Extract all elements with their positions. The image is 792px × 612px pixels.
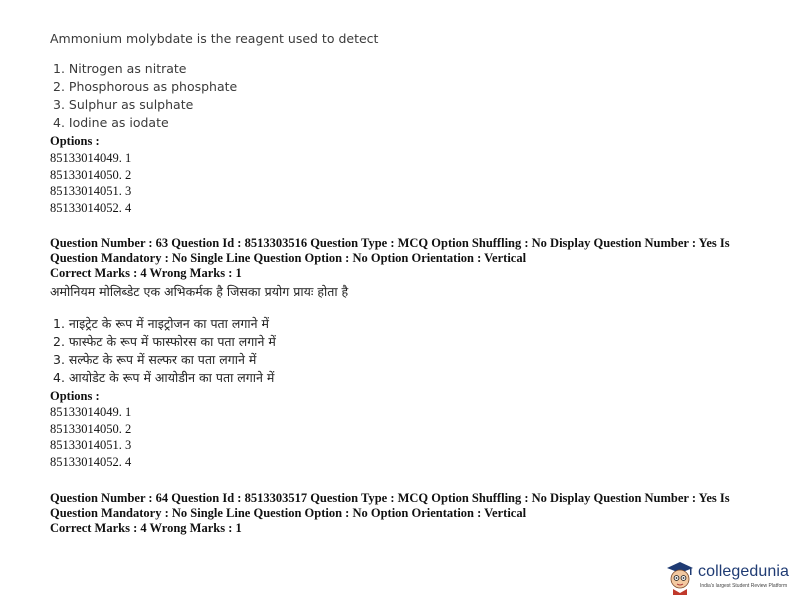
option-code: 85133014052. 4	[50, 455, 132, 469]
question-marks: Correct Marks : 4 Wrong Marks : 1	[50, 266, 242, 280]
option-3: 3. Sulphur as sulphate	[53, 97, 194, 112]
option-code: 85133014052. 4	[50, 201, 132, 215]
question-meta: Question Mandatory : No Single Line Question Option : No Option Orientation : Vertical	[50, 506, 527, 520]
option-code: 85133014049. 1	[50, 151, 132, 165]
question-meta: Question Number : 63 Question Id : 8513303516 Question Type : MCQ Option Shuffling : No Display Question Number : Yes Is	[50, 236, 730, 250]
option-1: 1. Nitrogen as nitrate	[53, 61, 187, 76]
option-1: 1. नाइट्रेट के रूप में नाइट्रोजन का पता लगाने में	[53, 316, 270, 331]
collegedunia-logo[interactable]	[664, 557, 788, 605]
question-text: Ammonium molybdate is the reagent used to detect	[50, 31, 379, 46]
option-code: 85133014049. 1	[50, 405, 132, 419]
logo-name: collegedunia	[698, 563, 790, 580]
option-code: 85133014050. 2	[50, 422, 132, 436]
logo-tagline: India's largest Student Review Platform	[700, 583, 788, 589]
option-code: 85133014051. 3	[50, 184, 132, 198]
option-code: 85133014050. 2	[50, 168, 132, 182]
option-2: 2. Phosphorous as phosphate	[53, 79, 238, 94]
options-label: Options :	[50, 134, 100, 148]
option-4: 4. Iodine as iodate	[53, 115, 169, 130]
option-4: 4. आयोडेट के रूप में आयोडीन का पता लगाने में	[53, 370, 275, 385]
options-label: Options :	[50, 389, 100, 403]
question-meta: Question Mandatory : No Single Line Question Option : No Option Orientation : Vertical	[50, 251, 527, 265]
question-marks: Correct Marks : 4 Wrong Marks : 1	[50, 521, 242, 535]
student-mascot-icon	[664, 559, 696, 600]
option-3: 3. सल्फेट के रूप में सल्फर का पता लगाने में	[53, 352, 257, 367]
option-code: 85133014051. 3	[50, 438, 132, 452]
question-text: अमोनियम मोलिब्डेट एक अभिकर्मक है जिसका प्रयोग प्रायः होता है	[50, 284, 349, 299]
option-2: 2. फास्फेट के रूप में फास्फोरस का पता लगाने में	[53, 334, 276, 349]
question-meta: Question Number : 64 Question Id : 8513303517 Question Type : MCQ Option Shuffling : No Display Question Number : Yes Is	[50, 491, 730, 505]
